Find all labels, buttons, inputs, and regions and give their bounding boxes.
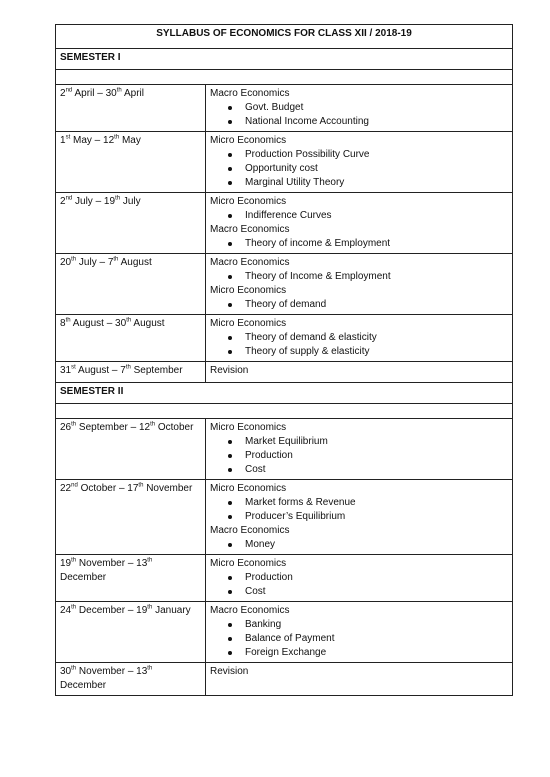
date-ordinal-suffix: th [147, 557, 153, 564]
topic-item [210, 585, 508, 599]
date-range-cell [56, 555, 206, 602]
date-text: August – 7 [75, 365, 126, 376]
title-row [56, 25, 513, 49]
date-text: December – 19 [76, 605, 148, 616]
date-range-cell [56, 419, 206, 480]
date-range-cell [56, 602, 206, 663]
date-ordinal-suffix: th [138, 482, 144, 489]
topic-label: Production [245, 572, 293, 583]
date-ordinal-suffix: st [65, 134, 71, 141]
topic-item [210, 463, 508, 477]
schedule-row [56, 254, 513, 315]
date-ordinal-suffix: nd [65, 87, 73, 94]
date-text: July [120, 196, 141, 207]
schedule-row [56, 85, 513, 132]
date-text: August [131, 318, 165, 329]
date-text: May – 12 [70, 135, 115, 146]
topic-item [210, 345, 508, 359]
semester-header-row [56, 383, 513, 404]
date-ordinal-suffix: th [71, 604, 77, 611]
date-text: 31 [60, 365, 72, 376]
date-ordinal-suffix: th [115, 195, 121, 202]
date-range-cell [56, 254, 206, 315]
topic-label: Banking [245, 619, 282, 630]
date-text: 2 [60, 88, 66, 99]
subject-label: Macro Economics [210, 525, 290, 536]
date-text: 24 [60, 605, 72, 616]
date-ordinal-suffix: th [113, 256, 119, 263]
topic-item [210, 618, 508, 632]
date-text: September – 12 [76, 422, 151, 433]
date-ordinal-suffix: th [125, 364, 131, 371]
subject-label: Micro Economics [210, 196, 287, 207]
schedule-row [56, 555, 513, 602]
subject-label: Macro Economics [210, 224, 290, 235]
date-ordinal-suffix: th [116, 87, 122, 94]
topic-item [210, 270, 508, 284]
topic-label: National Income Accounting [245, 116, 369, 127]
date-ordinal-suffix: th [126, 317, 132, 324]
date-text: 22 [60, 483, 72, 494]
date-ordinal-suffix: nd [65, 195, 73, 202]
subject-label: Revision [210, 666, 249, 677]
topic-label: Theory of demand [245, 299, 327, 310]
topic-item [210, 646, 508, 660]
semester-label: SEMESTER II [56, 383, 513, 404]
topic-item [210, 632, 508, 646]
subject-label: Micro Economics [210, 422, 287, 433]
date-ordinal-suffix: th [71, 421, 77, 428]
topic-item [210, 115, 508, 129]
date-text: 26 [60, 422, 72, 433]
topic-label: Opportunity cost [245, 163, 318, 174]
topics-cell [206, 315, 513, 362]
spacer-cell [56, 70, 513, 85]
date-text: 1 [60, 135, 66, 146]
topic-item [210, 331, 508, 345]
semester-header-row [56, 49, 513, 70]
topic-label: Theory of demand & elasticity [245, 332, 377, 343]
date-range-cell [56, 132, 206, 193]
date-text: May [119, 135, 141, 146]
topic-item [210, 148, 508, 162]
date-text: January [152, 605, 191, 616]
date-text: 20 [60, 257, 72, 268]
topics-cell [206, 193, 513, 254]
subject-label: Micro Economics [210, 318, 287, 329]
date-text: October [155, 422, 194, 433]
date-text: July – 7 [76, 257, 114, 268]
subject-label: Micro Economics [210, 135, 287, 146]
topic-label: Indifference Curves [245, 210, 332, 221]
topic-item [210, 176, 508, 190]
topic-label: Govt. Budget [245, 102, 304, 113]
subject-label: Micro Economics [210, 558, 287, 569]
topic-label: Foreign Exchange [245, 647, 327, 658]
topic-label: Production [245, 450, 293, 461]
date-ordinal-suffix: th [71, 256, 77, 263]
date-text: 8 [60, 318, 66, 329]
date-range-cell [56, 663, 206, 696]
date-ordinal-suffix: th [71, 665, 77, 672]
schedule-row [56, 362, 513, 383]
topics-cell [206, 254, 513, 315]
subject-label: Macro Economics [210, 88, 290, 99]
topic-item [210, 298, 508, 312]
schedule-row [56, 419, 513, 480]
topics-cell [206, 85, 513, 132]
date-text: November – 13 [76, 666, 148, 677]
topic-item [210, 101, 508, 115]
date-range-cell [56, 193, 206, 254]
date-text: August [118, 257, 152, 268]
date-ordinal-suffix: th [150, 421, 156, 428]
topics-cell [206, 362, 513, 383]
date-ordinal-suffix: nd [71, 482, 78, 489]
date-text: April – 30 [72, 88, 117, 99]
schedule-row [56, 480, 513, 555]
date-ordinal-suffix: st [71, 364, 76, 371]
topic-label: Producer’s Equilibrium [245, 511, 346, 522]
date-text: July – 19 [72, 196, 116, 207]
subject-label: Macro Economics [210, 605, 290, 616]
date-ordinal-suffix: th [65, 317, 71, 324]
date-text: 19 [60, 558, 72, 569]
topic-label: Theory of income & Employment [245, 238, 391, 249]
date-ordinal-suffix: th [114, 134, 120, 141]
page-title: SYLLABUS OF ECONOMICS FOR CLASS XII / 2018-19 [56, 25, 513, 49]
syllabus-table [55, 24, 513, 696]
spacer-cell [56, 404, 513, 419]
date-text: September [130, 365, 183, 376]
topic-label: Money [245, 539, 276, 550]
topic-label: Theory of Income & Employment [245, 271, 391, 282]
topics-cell [206, 480, 513, 555]
topics-cell [206, 132, 513, 193]
topic-label: Balance of Payment [245, 633, 335, 644]
topic-item [210, 449, 508, 463]
topic-item [210, 435, 508, 449]
topic-item [210, 510, 508, 524]
subject-label: Micro Economics [210, 483, 287, 494]
schedule-row [56, 132, 513, 193]
date-text: October – 17 [77, 483, 139, 494]
topic-label: Marginal Utility Theory [245, 177, 345, 188]
topic-label: Cost [245, 586, 266, 597]
topics-cell [206, 555, 513, 602]
date-ordinal-suffix: th [147, 665, 153, 672]
date-text: December [60, 680, 107, 691]
date-range-cell [56, 315, 206, 362]
subject-label: Macro Economics [210, 257, 290, 268]
schedule-row [56, 193, 513, 254]
topic-label: Market forms & Revenue [245, 497, 356, 508]
date-ordinal-suffix: th [147, 604, 153, 611]
schedule-row [56, 602, 513, 663]
date-text: 2 [60, 196, 66, 207]
date-range-cell [56, 362, 206, 383]
date-text: December [60, 572, 107, 583]
topic-item [210, 496, 508, 510]
date-text: August – 30 [70, 318, 127, 329]
topics-cell [206, 419, 513, 480]
subject-label: Micro Economics [210, 285, 287, 296]
topic-label: Market Equilibrium [245, 436, 328, 447]
topic-label: Theory of supply & elasticity [245, 346, 370, 357]
topic-label: Cost [245, 464, 266, 475]
topic-item [210, 538, 508, 552]
semester-label: SEMESTER I [56, 49, 513, 70]
date-text: November – 13 [76, 558, 148, 569]
date-ordinal-suffix: th [71, 557, 77, 564]
semester-spacer-row [56, 404, 513, 419]
date-range-cell [56, 85, 206, 132]
semester-spacer-row [56, 70, 513, 85]
topics-cell [206, 663, 513, 696]
schedule-row [56, 663, 513, 696]
topic-item [210, 209, 508, 223]
date-range-cell [56, 480, 206, 555]
schedule-row [56, 315, 513, 362]
topic-item [210, 162, 508, 176]
date-text: 30 [60, 666, 72, 677]
date-text: November [143, 483, 193, 494]
topic-label: Production Possibility Curve [245, 149, 370, 160]
date-text: April [121, 88, 144, 99]
subject-label: Revision [210, 365, 249, 376]
topics-cell [206, 602, 513, 663]
topic-item [210, 237, 508, 251]
topic-item [210, 571, 508, 585]
